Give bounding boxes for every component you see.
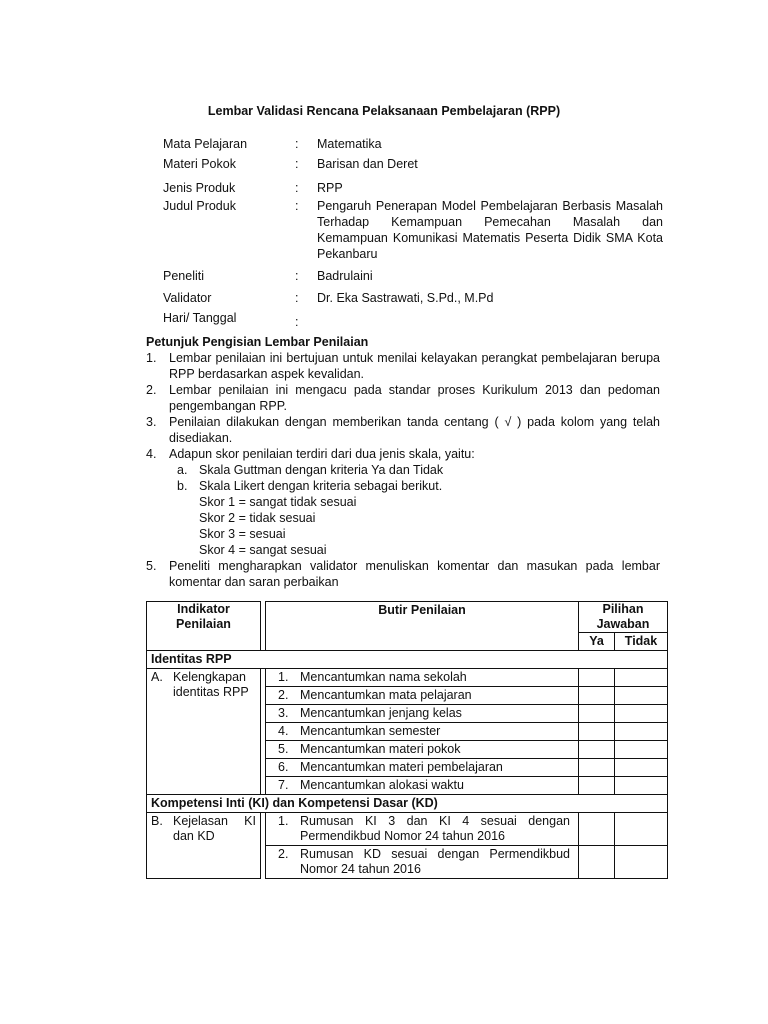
meta-row-mata-pelajaran bbox=[163, 136, 663, 152]
meta-colon: : bbox=[295, 291, 299, 305]
score-line: Skor 3 = sesuai bbox=[199, 527, 286, 541]
section-row bbox=[147, 651, 668, 669]
ya-checkbox-cell[interactable] bbox=[579, 669, 615, 687]
header-tidak: Tidak bbox=[615, 633, 668, 651]
indicator-text: Kejelasan KI dan KD bbox=[173, 814, 256, 843]
meta-value: RPP bbox=[317, 181, 343, 195]
meta-colon: : bbox=[295, 315, 299, 329]
meta-label: Hari/ Tanggal bbox=[163, 311, 237, 325]
butir-cell bbox=[266, 705, 579, 723]
list-item bbox=[146, 446, 660, 558]
ya-checkbox-cell[interactable] bbox=[579, 813, 615, 846]
butir-number: 5. bbox=[278, 742, 289, 756]
butir-text: Mencantumkan alokasi waktu bbox=[300, 778, 464, 792]
butir-cell bbox=[266, 669, 579, 687]
butir-cell bbox=[266, 813, 579, 846]
item-text: Lembar penilaian ini mengacu pada standar proses Kurikulum 2013 dan pedoman pengembangan RPP. bbox=[169, 383, 660, 413]
scale-sublist bbox=[169, 462, 660, 494]
butir-cell bbox=[266, 723, 579, 741]
tidak-checkbox-cell[interactable] bbox=[615, 777, 668, 795]
meta-label: Peneliti bbox=[163, 269, 204, 283]
item-number: 1. bbox=[146, 351, 157, 365]
meta-label: Mata Pelajaran bbox=[163, 137, 248, 151]
tidak-checkbox-cell[interactable] bbox=[615, 813, 668, 846]
meta-value: Matematika bbox=[317, 137, 382, 151]
butir-cell bbox=[266, 759, 579, 777]
header-pilihan: Pilihan Jawaban bbox=[579, 602, 668, 633]
sub-list-item bbox=[169, 462, 660, 478]
item-number: 4. bbox=[146, 447, 157, 461]
item-number: 3. bbox=[146, 415, 157, 429]
table-row bbox=[147, 669, 668, 687]
list-item bbox=[146, 558, 660, 590]
tidak-checkbox-cell[interactable] bbox=[615, 723, 668, 741]
meta-value: Badrulaini bbox=[317, 269, 373, 283]
meta-value: Pengaruh Penerapan Model Pembelajaran Berbasis Masalah Terhadap Kemampuan Pemecahan Masalah dan Kemampuan Komunikasi Matematis Peserta Didik SMA Kota Pekanbaru bbox=[317, 199, 663, 261]
butir-text: Mencantumkan nama sekolah bbox=[300, 670, 467, 684]
butir-number: 3. bbox=[278, 706, 289, 720]
sub-item-text: Skala Guttman dengan kriteria Ya dan Tidak bbox=[199, 463, 444, 477]
instructions-list bbox=[146, 350, 660, 590]
document-title: Lembar Validasi Rencana Pelaksanaan Pembelajaran (RPP) bbox=[207, 104, 561, 118]
meta-value: Dr. Eka Sastrawati, S.Pd., M.Pd bbox=[317, 291, 494, 305]
meta-label: Materi Pokok bbox=[163, 157, 236, 171]
item-text bbox=[169, 446, 660, 558]
meta-row-peneliti bbox=[163, 268, 663, 284]
ya-checkbox-cell[interactable] bbox=[579, 723, 615, 741]
butir-cell bbox=[266, 687, 579, 705]
butir-cell bbox=[266, 777, 579, 795]
table-row bbox=[147, 813, 668, 846]
butir-cell bbox=[266, 846, 579, 879]
list-item bbox=[146, 350, 660, 382]
item-text: Lembar penilaian ini bertujuan untuk menilai kelayakan perangkat pembelajaran berupa RPP berdasarkan aspek kevalidan. bbox=[169, 351, 660, 381]
tidak-checkbox-cell[interactable] bbox=[615, 669, 668, 687]
item-text: Peneliti mengharapkan validator menuliskan komentar dan masukan pada lembar komentar dan saran perbaikan bbox=[169, 559, 660, 589]
meta-colon: : bbox=[295, 269, 299, 283]
butir-text: Mencantumkan jenjang kelas bbox=[300, 706, 462, 720]
metadata-block bbox=[163, 136, 663, 330]
item-text-content: Adapun skor penilaian terdiri dari dua jenis skala, yaitu: bbox=[169, 447, 475, 461]
butir-number: 2. bbox=[278, 688, 289, 702]
score-line: Skor 1 = sangat tidak sesuai bbox=[199, 495, 357, 509]
ya-checkbox-cell[interactable] bbox=[579, 846, 615, 879]
header-butir: Butir Penilaian bbox=[266, 602, 579, 651]
section-row bbox=[147, 795, 668, 813]
butir-number: 7. bbox=[278, 778, 289, 792]
sub-item-text: Skala Likert dengan kriteria sebagai berikut. bbox=[199, 479, 443, 493]
meta-value: Barisan dan Deret bbox=[317, 157, 418, 171]
butir-number: 1. bbox=[278, 814, 289, 828]
item-number: 2. bbox=[146, 383, 157, 397]
section-title: Kompetensi Inti (KI) dan Kompetensi Dasar (KD) bbox=[147, 795, 668, 813]
meta-row-hari-tanggal bbox=[163, 310, 663, 329]
meta-colon: : bbox=[295, 137, 299, 151]
meta-label: Jenis Produk bbox=[163, 181, 236, 195]
list-item bbox=[146, 382, 660, 414]
indicator-letter: B. bbox=[151, 814, 163, 828]
ya-checkbox-cell[interactable] bbox=[579, 687, 615, 705]
tidak-checkbox-cell[interactable] bbox=[615, 705, 668, 723]
instructions-heading: Petunjuk Pengisian Lembar Penilaian bbox=[146, 335, 369, 349]
ya-checkbox-cell[interactable] bbox=[579, 777, 615, 795]
meta-value bbox=[317, 310, 663, 326]
butir-number: 6. bbox=[278, 760, 289, 774]
meta-row-validator bbox=[163, 290, 663, 306]
ya-checkbox-cell[interactable] bbox=[579, 759, 615, 777]
instructions-block bbox=[146, 334, 660, 590]
ya-checkbox-cell[interactable] bbox=[579, 741, 615, 759]
butir-text: Mencantumkan materi pokok bbox=[300, 742, 461, 756]
butir-text: Rumusan KD sesuai dengan Permendikbud Nomor 24 tahun 2016 bbox=[300, 847, 570, 876]
list-item bbox=[146, 414, 660, 446]
sub-list-item bbox=[169, 478, 660, 494]
butir-text: Rumusan KI 3 dan KI 4 sesuai dengan Permendikbud Nomor 24 tahun 2016 bbox=[300, 814, 570, 843]
meta-colon: : bbox=[295, 199, 299, 213]
assessment-table bbox=[146, 601, 668, 879]
butir-text: Mencantumkan mata pelajaran bbox=[300, 688, 472, 702]
header-ya: Ya bbox=[579, 633, 615, 651]
meta-colon: : bbox=[295, 157, 299, 171]
tidak-checkbox-cell[interactable] bbox=[615, 741, 668, 759]
butir-text: Mencantumkan materi pembelajaran bbox=[300, 760, 503, 774]
tidak-checkbox-cell[interactable] bbox=[615, 846, 668, 879]
butir-number: 1. bbox=[278, 670, 289, 684]
tidak-checkbox-cell[interactable] bbox=[615, 687, 668, 705]
sub-item-letter: b. bbox=[177, 479, 188, 493]
indicator-cell bbox=[147, 813, 261, 879]
indicator-cell bbox=[147, 669, 261, 795]
meta-row-judul-produk bbox=[163, 198, 663, 262]
indicator-text: Kelengkapan identitas RPP bbox=[173, 670, 249, 699]
butir-cell bbox=[266, 741, 579, 759]
meta-row-materi-pokok bbox=[163, 156, 663, 172]
sub-item-letter: a. bbox=[177, 463, 188, 477]
header-indikator: Indikator Penilaian bbox=[147, 602, 261, 651]
meta-label: Validator bbox=[163, 291, 212, 305]
item-number: 5. bbox=[146, 559, 157, 573]
score-line: Skor 4 = sangat sesuai bbox=[199, 543, 327, 557]
meta-label: Judul Produk bbox=[163, 199, 236, 213]
ya-checkbox-cell[interactable] bbox=[579, 705, 615, 723]
item-text: Penilaian dilakukan dengan memberikan tanda centang ( √ ) pada kolom yang telah disediakan. bbox=[169, 415, 660, 445]
indicator-letter: A. bbox=[151, 670, 163, 684]
meta-row-jenis-produk bbox=[163, 180, 663, 196]
score-line: Skor 2 = tidak sesuai bbox=[199, 511, 316, 525]
section-title: Identitas RPP bbox=[147, 651, 668, 669]
butir-number: 4. bbox=[278, 724, 289, 738]
tidak-checkbox-cell[interactable] bbox=[615, 759, 668, 777]
butir-text: Mencantumkan semester bbox=[300, 724, 441, 738]
meta-colon: : bbox=[295, 181, 299, 195]
butir-number: 2. bbox=[278, 847, 289, 861]
table-header-row bbox=[147, 602, 668, 633]
